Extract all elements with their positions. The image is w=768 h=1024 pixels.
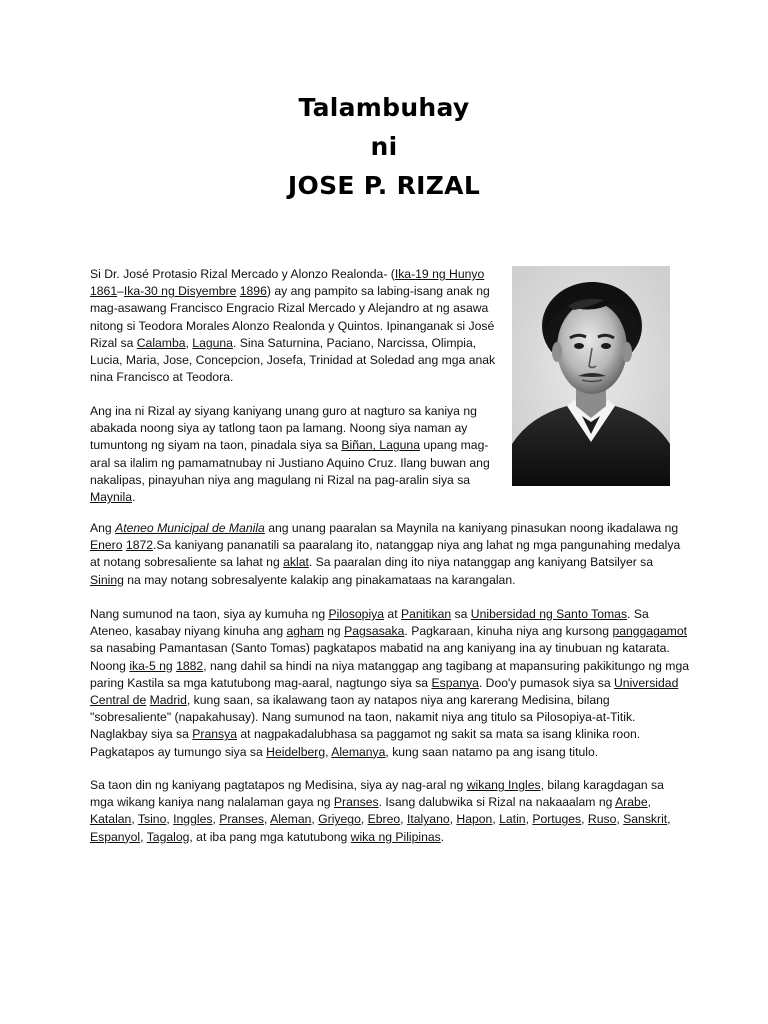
paragraph-text: –	[117, 284, 124, 299]
text-link[interactable]: Aleman	[270, 812, 312, 827]
paragraph-text: , at iba pang mga katutubong	[189, 829, 351, 844]
text-link[interactable]: Calamba	[136, 335, 186, 350]
text-link[interactable]: Ika-19 ng Hunyo	[394, 267, 485, 281]
text-link[interactable]: Griyego	[318, 812, 361, 827]
paragraph-text: ,	[400, 812, 407, 827]
text-link[interactable]: Panitikan	[400, 607, 452, 621]
document-title	[0, 88, 768, 205]
text-link[interactable]: Katalan	[90, 812, 132, 827]
paragraph-text: ,	[140, 829, 147, 844]
text-link[interactable]: aklat	[283, 555, 309, 570]
title-line-2: ni	[370, 132, 398, 161]
paragraph-university	[90, 606, 690, 761]
paragraph-text: .Sa kaniyang pananatili sa paaralang ito, natanggap niya ang lahat ng mga pangunahing medalya at notang sobresaliente sa lahat ng	[90, 538, 681, 570]
paragraph-text: at nagpakadalubhasa sa paggamot ng sakit sa mata sa isang klinika roon. Pagkatapos ay tumungo siya sa	[90, 727, 641, 759]
paragraph-text: upang mag-aral sa ilalim ng pamamatnubay ni Justiano Aquino Cruz. Ilang buwan ang nakalipas, pinayuhan niya ang magulang ni Rizal na pag-aralin siya sa	[90, 438, 490, 487]
title-line-3: JOSE P. RIZAL	[287, 171, 481, 200]
paragraph-text: Si Dr. José Protasio Rizal Mercado y Alonzo Realonda- (	[90, 267, 395, 281]
paragraph-text: ,	[492, 812, 500, 827]
paragraph-text: ng	[323, 624, 345, 639]
text-link[interactable]: Espanya	[431, 675, 479, 690]
text-link[interactable]: Latin	[499, 812, 526, 827]
paragraph-text: Ang	[90, 521, 116, 535]
paragraph-text: , nang dahil sa hindi na niya matanggap ang tagibang at mapansuring pakikitungo ng mga paring Kastila sa mga katutubong mag-aaral, nagtungo siya sa	[90, 658, 690, 690]
text-link[interactable]: Inggles	[173, 812, 213, 827]
text-link[interactable]: agham	[286, 624, 324, 639]
paragraph-languages	[90, 777, 690, 846]
text-link[interactable]: 1896	[239, 284, 267, 299]
text-link[interactable]: Espanyol	[90, 829, 141, 844]
text-link[interactable]: Tagalog	[146, 829, 190, 844]
text-link[interactable]: 1861	[90, 284, 118, 299]
text-link[interactable]: 1882	[176, 658, 204, 673]
paragraph-text: ang unang paaralan sa Maynila na kaniyang pinasukan noong ikadalawa ng	[264, 521, 679, 535]
text-link[interactable]: Ebreo	[367, 812, 401, 827]
paragraph-text: ,	[325, 744, 332, 759]
text-link[interactable]: Laguna	[192, 335, 233, 350]
text-link[interactable]: Pranses	[333, 795, 379, 810]
text-link[interactable]: wikang Ingles	[466, 778, 541, 792]
text-link[interactable]: Pransya	[192, 727, 238, 742]
paragraph-text: ,	[131, 812, 138, 827]
paragraph-text: ,	[185, 335, 193, 350]
text-link[interactable]: Pagsasaka	[344, 624, 405, 639]
paragraph-text: ,	[166, 812, 174, 827]
paragraph-text: Nang sumunod na taon, siya ay kumuha ng	[90, 607, 329, 621]
paragraph-text: ,	[647, 795, 652, 810]
paragraph-text: sa	[451, 607, 471, 621]
paragraph-text: ,	[311, 812, 319, 827]
text-link[interactable]: Tsino	[137, 812, 167, 827]
paragraph-text: . Isang dalubwika si Rizal na nakaaalam ng	[378, 795, 616, 810]
text-link[interactable]: Madrid	[149, 693, 187, 708]
paragraph-text: .	[132, 490, 136, 505]
text-link[interactable]: panggagamot	[612, 624, 687, 639]
paragraph-text: , kung saan natamo pa ang isang titulo.	[385, 744, 599, 759]
paragraph-text: . Sa Ateneo, kasabay niyang kinuha ang	[90, 607, 649, 639]
paragraph-birth	[90, 266, 502, 386]
paragraph-text: sa nasabing Pamantasan (Santo Tomas) pagkatapos mabatid na ang kaniyang ina ay tinubuan ng katarata. Noong	[90, 641, 670, 673]
paragraph-early-education	[90, 403, 502, 506]
paragraph-text: ,	[525, 812, 533, 827]
paragraph-text: ,	[667, 812, 671, 827]
paragraph-text: ,	[360, 812, 368, 827]
text-link[interactable]: Italyano	[406, 812, 450, 827]
text-link[interactable]: Alemanya	[331, 744, 386, 759]
text-link[interactable]: ika-5 ng	[129, 658, 173, 673]
paragraph-text: ,	[581, 812, 588, 827]
paragraph-text: ,	[449, 812, 457, 827]
text-link[interactable]: Ruso	[587, 812, 617, 827]
text-link[interactable]: Portuges	[532, 812, 582, 827]
text-link[interactable]: Heidelberg	[266, 744, 326, 759]
text-link[interactable]: Maynila	[90, 490, 132, 505]
text-link[interactable]: Pilosopiya	[328, 607, 385, 621]
paragraph-text: . Sina Saturnina, Paciano, Narcissa, Olimpia, Lucia, Maria, Jose, Concepcion, Josefa, Trinidad at Soledad ang mga anak nina Francisco at Teodora.	[90, 335, 496, 385]
portrait-photo-icon	[512, 266, 670, 486]
paragraph-text: ) ay ang pampito sa labing-isang anak ng mag-asawang Francisco Engracio Rizal Mercado y Alejandro at ng asawa nitong si Teodora Morales Alonzo Realonda y Quintos. Ipinanganak si José Rizal sa	[90, 284, 495, 350]
paragraph-text: Ang ina ni Rizal ay siyang kaniyang unang guro at nagturo sa kaniya ng abakada noong siya ay tatlong taon pa lamang. Noong siya naman ay tumuntong ng siyam na taon, pinadala siya sa	[90, 404, 477, 453]
paragraph-ateneo	[90, 520, 690, 589]
paragraph-text: na may notang sobresalyente kalakip ang pinakamataas na karangalan.	[123, 572, 516, 587]
paragraph-text: ,	[616, 812, 624, 827]
paragraph-text: . Pagkaraan, kinuha niya ang kursong	[404, 624, 613, 639]
text-link[interactable]: Hapon	[456, 812, 493, 827]
text-link[interactable]: Arabe	[615, 795, 648, 810]
paragraph-text: , kung saan, sa ikalawang taon ay natapos niya ang karerang Medisina, bilang "sobresaliente" (napakahusay). Nang sumunod na taon, nakamit niya ang titulo sa Pilosopiya-at-Titik. Naglakbay siya sa	[90, 693, 636, 742]
text-link[interactable]: Universidad Central de	[90, 675, 679, 708]
text-link[interactable]: Ika-30 ng Disyembre	[123, 284, 237, 299]
text-link[interactable]: Sanskrit	[623, 812, 668, 827]
paragraph-text: , bilang karagdagan sa mga wikang kaniya nang nalalaman gaya ng	[90, 778, 664, 810]
text-link[interactable]: Unibersidad ng Santo Tomas	[470, 607, 628, 621]
text-link[interactable]: Sining	[90, 572, 124, 587]
paragraph-text: .	[440, 829, 445, 844]
text-link[interactable]: 1872	[125, 538, 154, 553]
paragraph-text: . Doo'y pumasok siya sa	[478, 675, 614, 690]
paragraph-text: at	[384, 607, 401, 621]
title-line-1: Talambuhay	[298, 93, 470, 122]
text-link[interactable]: Pranses	[219, 812, 264, 827]
paragraph-text: ,	[212, 812, 220, 827]
text-link[interactable]: Enero	[90, 538, 123, 553]
text-link[interactable]: wika ng Pilipinas	[350, 829, 441, 844]
paragraph-text: Sa taon din ng kaniyang pagtatapos ng Medisina, siya ay nag-aral ng	[90, 778, 467, 792]
text-link[interactable]: Biñan, Laguna	[341, 438, 420, 453]
paragraph-text: . Sa paaralan ding ito niya natanggap ang kaniyang Batsilyer sa	[308, 555, 654, 570]
text-link[interactable]: Ateneo Municipal de Manila	[115, 521, 265, 535]
paragraph-text: ,	[263, 812, 271, 827]
